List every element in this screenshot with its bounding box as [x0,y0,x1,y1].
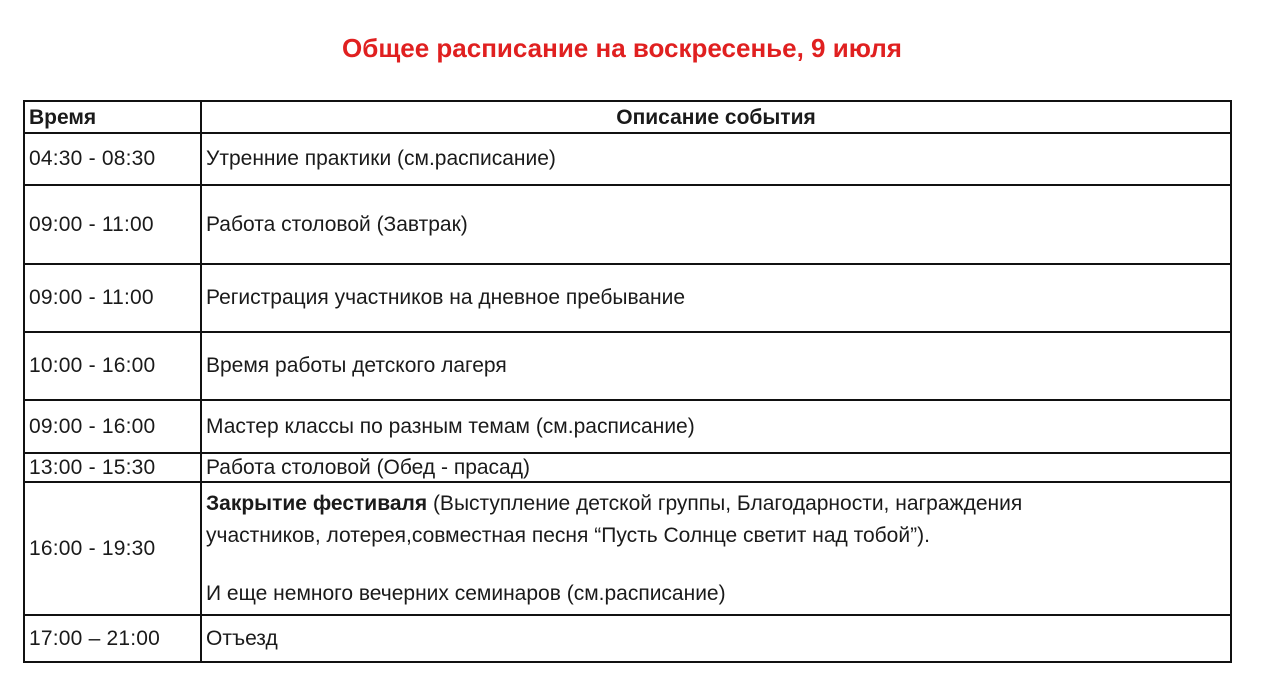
row-description: Регистрация участников на дневное пребывание [201,264,1231,332]
row-time: 09:00 - 16:00 [24,400,201,453]
table-row [24,332,1231,400]
closing-details-line2: участников, лотерея,совместная песня “Пусть Солнце светит над тобой”). [206,523,930,547]
closing-title: Закрытие фестиваля [206,491,428,515]
table-row [24,133,1231,185]
row-time: 09:00 - 11:00 [24,185,201,264]
table-row [24,185,1231,264]
row-description [201,482,1231,615]
row-description: Работа столовой (Обед - прасад) [201,453,1231,482]
table-row [24,615,1231,662]
row-description: Мастер классы по разным темам (см.расписание) [201,400,1231,453]
row-description: Утренние практики (см.расписание) [201,133,1231,185]
row-time: 13:00 - 15:30 [24,453,201,482]
schedule-table [23,100,1232,663]
table-row [24,453,1231,482]
closing-details-line1: (Выступление детской группы, Благодарности, награждения [427,491,1023,515]
table-row [24,264,1231,332]
row-time: 10:00 - 16:00 [24,332,201,400]
row-description: Работа столовой (Завтрак) [201,185,1231,264]
row-description: Отъезд [201,615,1231,662]
row-time: 17:00 – 21:00 [24,615,201,662]
closing-description [206,488,1226,610]
table-header-row [24,101,1231,133]
page-title: Общее расписание на воскресенье, 9 июля [342,33,902,63]
table-row [24,482,1231,615]
time-column-header: Время [24,101,201,133]
row-description: Время работы детского лагеря [201,332,1231,400]
row-time: 16:00 - 19:30 [24,482,201,615]
evening-seminars-note: И еще немного вечерних семинаров (см.расписание) [206,581,726,605]
row-time: 04:30 - 08:30 [24,133,201,185]
table-row [24,400,1231,453]
row-time: 09:00 - 11:00 [24,264,201,332]
description-column-header: Описание события [201,101,1231,133]
